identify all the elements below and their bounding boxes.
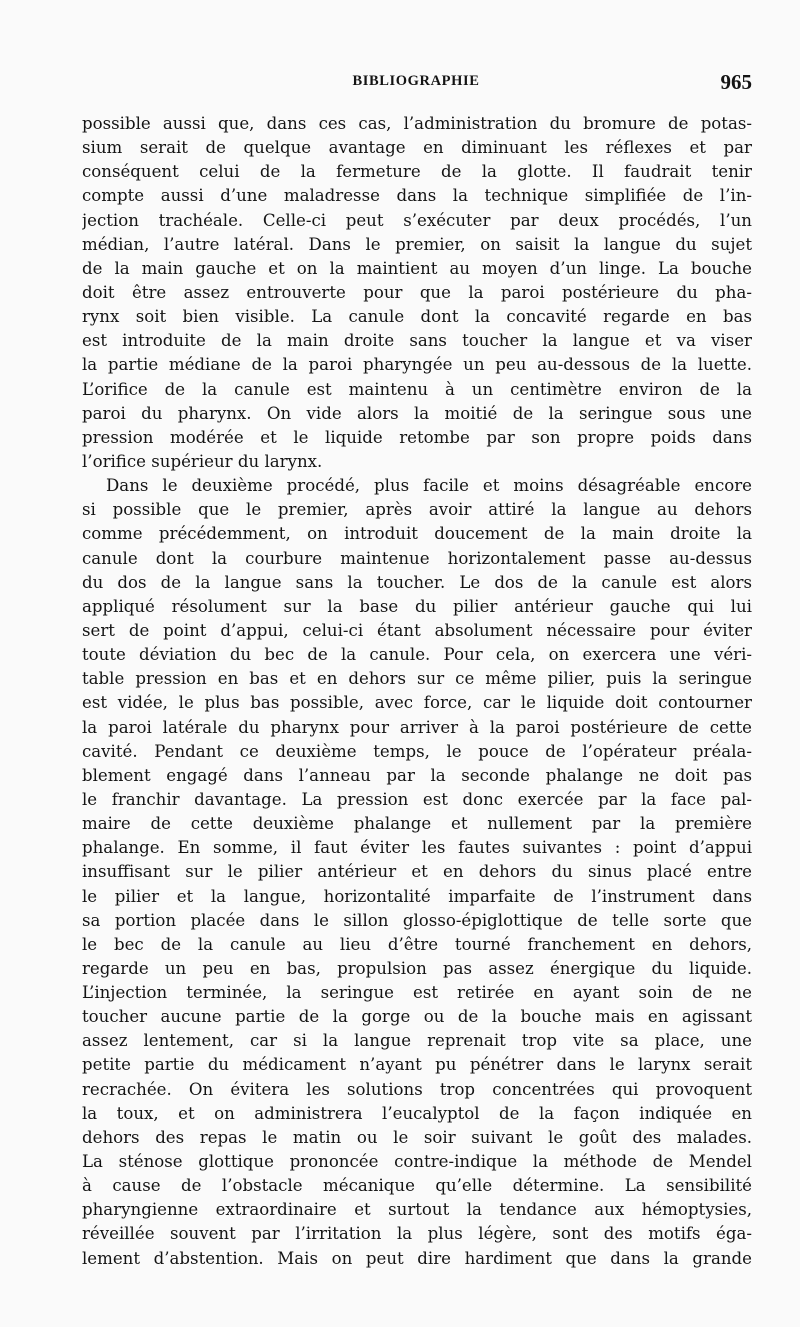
text-line: si possible que le premier, après avoir attiré la langue au dehors — [82, 500, 752, 520]
text-line: compte aussi d’une maladresse dans la technique simplifiée de l’in- — [82, 186, 752, 206]
text-line: regarde un peu en bas, propulsion pas assez énergique du liquide. — [82, 958, 752, 978]
text-line: réveillée souvent par l’irritation la plus légère, sont des motifs éga- — [82, 1224, 752, 1244]
text-line: L’orifice de la canule est maintenu à un centimètre environ de la — [82, 379, 752, 399]
text-line: conséquent celui de la fermeture de la glotte. Il faudrait tenir — [82, 162, 752, 182]
text-line: comme précédemment, on introduit doucement de la main droite la — [82, 524, 752, 544]
text-line: cavité. Pendant ce deuxième temps, le pouce de l’opérateur préala- — [82, 741, 752, 761]
text-line: dehors des repas le matin ou le soir suivant le goût des malades. — [82, 1127, 752, 1147]
text-line: canule dont la courbure maintenue horizontalement passe au-dessus — [82, 548, 752, 568]
text-line: le bec de la canule au lieu d’être tourné franchement en dehors, — [82, 934, 752, 954]
text-line: table pression en bas et en dehors sur ce même pilier, puis la seringue — [82, 669, 752, 689]
text-line: sa portion placée dans le sillon glosso-épiglottique de telle sorte que — [82, 910, 752, 930]
text-line: pression modérée et le liquide retombe par son propre poids dans — [82, 427, 752, 447]
text-line: lement d’abstention. Mais on peut dire hardiment que dans la grande — [82, 1248, 752, 1268]
text-line: maire de cette deuxième phalange et nullement par la première — [82, 814, 752, 834]
text-line: insuffisant sur le pilier antérieur et en dehors du sinus placé entre — [82, 862, 752, 882]
text-line: sert de point d’appui, celui-ci étant absolument nécessaire pour éviter — [82, 620, 752, 640]
text-line: est introduite de la main droite sans toucher la langue et va viser — [82, 331, 752, 351]
text-line: le franchir davantage. La pression est donc exercée par la face pal- — [82, 789, 752, 809]
text-line: possible aussi que, dans ces cas, l’administration du bromure de potas- — [82, 114, 752, 133]
text-line: appliqué résolument sur la base du pilier antérieur gauche qui lui — [82, 596, 752, 616]
text-line: blement engagé dans l’anneau par la seconde phalange ne doit pas — [82, 765, 752, 785]
text-line: la paroi latérale du pharynx pour arriver à la paroi postérieure de cette — [82, 717, 752, 737]
body-text — [82, 112, 752, 1271]
text-line: rynx soit bien visible. La canule dont la concavité regarde en bas — [82, 307, 752, 327]
text-line: à cause de l’obstacle mécanique qu’elle détermine. La sensibilité — [82, 1176, 752, 1196]
text-line: du dos de la langue sans la toucher. Le dos de la canule est alors — [82, 572, 752, 592]
text-line: doit être assez entrouverte pour que la paroi postérieure du pha- — [82, 282, 752, 302]
text-line: la toux, et on administrera l’eucalyptol de la façon indiquée en — [82, 1103, 752, 1123]
text-line: médian, l’autre latéral. Dans le premier, on saisit la langue du sujet — [82, 234, 752, 254]
page-number: 965 — [720, 70, 752, 94]
text-line: est vidée, le plus bas possible, avec force, car le liquide doit contourner — [82, 693, 752, 713]
text-line: pharyngienne extraordinaire et surtout la tendance aux hémoptysies, — [82, 1200, 752, 1220]
text-line: toucher aucune partie de la gorge ou de la bouche mais en agissant — [82, 1007, 752, 1027]
text-line: de la main gauche et on la maintient au moyen d’un linge. La bouche — [82, 258, 752, 278]
paragraph-start-line: Dans le deuxième procédé, plus facile et moins désagréable encore — [106, 476, 752, 496]
text-line: le pilier et la langue, horizontalité imparfaite de l’instrument dans — [82, 886, 752, 906]
text-line: recrachée. On évitera les solutions trop concentrées qui provoquent — [82, 1079, 752, 1099]
running-head: BIBLIOGRAPHIE — [352, 73, 480, 89]
text-line: L’injection terminée, la seringue est retirée en ayant soin de ne — [82, 983, 752, 1003]
text-line: La sténose glottique prononcée contre-indique la méthode de Mendel — [82, 1152, 752, 1172]
text-line: petite partie du médicament n’ayant pu pénétrer dans le larynx serait — [82, 1055, 752, 1075]
text-line: toute déviation du bec de la canule. Pour cela, on exercera une véri- — [82, 645, 752, 665]
text-line: paroi du pharynx. On vide alors la moitié de la seringue sous une — [82, 403, 752, 423]
text-line: phalange. En somme, il faut éviter les fautes suivantes : point d’appui — [82, 838, 752, 858]
text-line: sium serait de quelque avantage en diminuant les réflexes et par — [82, 138, 752, 158]
text-line: la partie médiane de la paroi pharyngée un peu au-dessous de la luette. — [82, 355, 752, 375]
text-line: jection trachéale. Celle-ci peut s’exécuter par deux procédés, l’un — [82, 210, 752, 230]
page-header — [80, 70, 752, 98]
paragraph-end-line: l’orifice supérieur du larynx. — [82, 451, 323, 471]
text-line: assez lentement, car si la langue reprenait trop vite sa place, une — [82, 1031, 752, 1051]
